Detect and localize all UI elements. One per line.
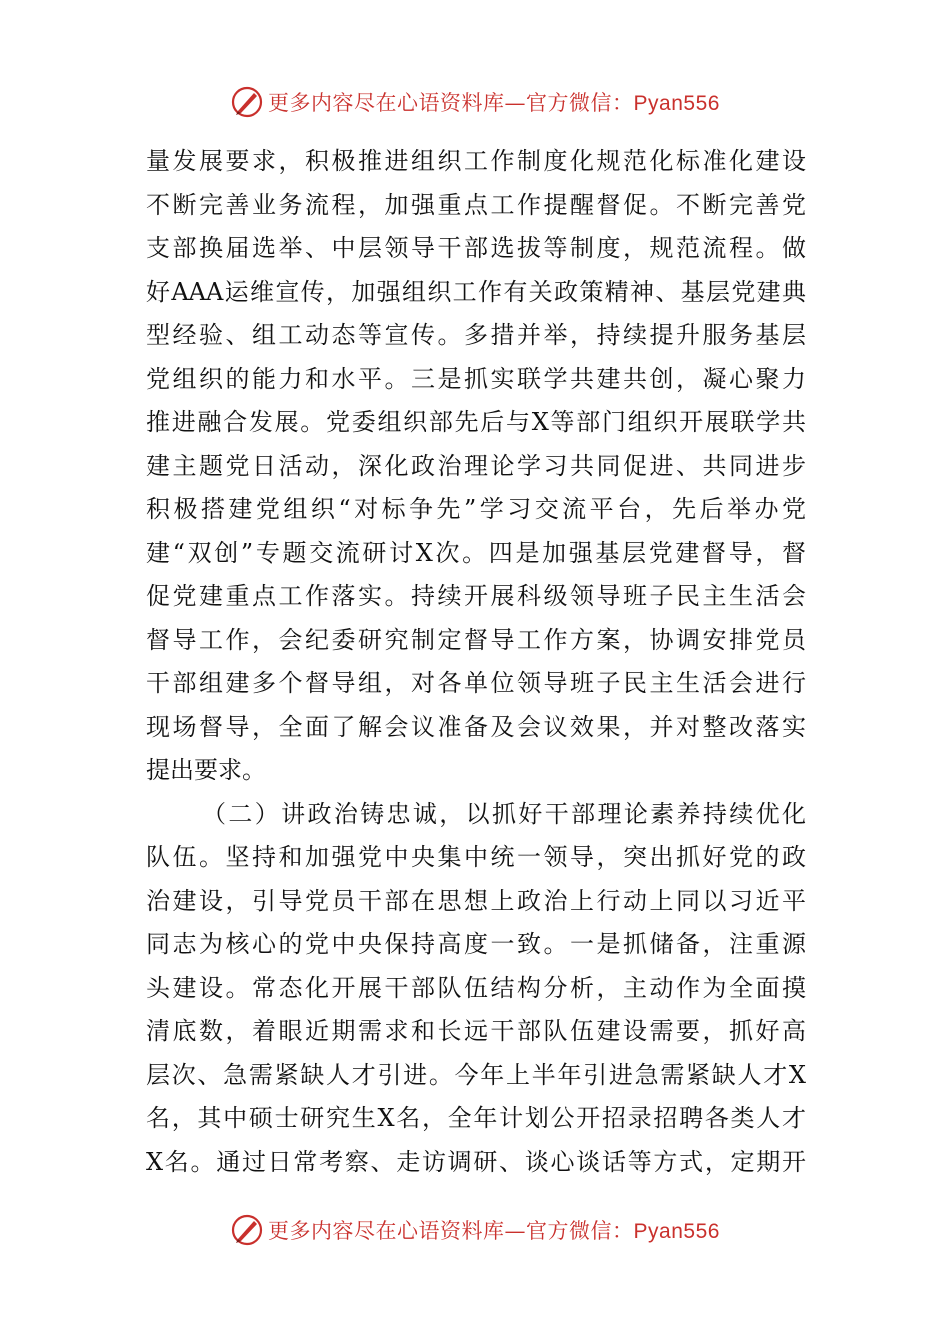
text-line: 好AAA运维宣传，加强组织工作有关政策精神、基层党建典 bbox=[146, 277, 806, 306]
header-banner bbox=[0, 82, 950, 122]
banner-text bbox=[268, 1215, 720, 1245]
banner-wechat-id: Pyan556 bbox=[633, 1220, 720, 1243]
banner-text bbox=[268, 87, 720, 117]
text-line: 提出要求。 bbox=[146, 756, 266, 784]
document-body bbox=[146, 140, 806, 1184]
banner-wechat-label: 官方微信： bbox=[526, 91, 634, 115]
text-line: 量发展要求，积极推进组织工作制度化规范化标准化建设 bbox=[146, 147, 806, 175]
text-line: 型经验、组工动态等宣传。多措并举，持续提升服务基层 bbox=[146, 321, 806, 349]
text-line: 干部组建多个督导组，对各单位领导班子民主生活会进行 bbox=[146, 669, 806, 697]
text-line: 积极搭建党组织“对标争先”学习交流平台，先后举办党 bbox=[146, 495, 806, 523]
text-line: 不断完善业务流程，加强重点工作提醒督促。不断完善党 bbox=[146, 190, 806, 219]
pen-logo-icon bbox=[230, 1213, 264, 1247]
banner-wechat-id: Pyan556 bbox=[633, 92, 720, 115]
footer-banner bbox=[0, 1210, 950, 1250]
text-line: 建“双创”专题交流研讨X次。四是加强基层党建督导，督 bbox=[146, 538, 806, 567]
banner-wechat-label: 官方微信： bbox=[526, 1219, 634, 1243]
banner-dash: — bbox=[504, 91, 527, 115]
text-line: 清底数，着眼近期需求和长远干部队伍建设需要，抓好高 bbox=[146, 1017, 806, 1045]
banner-site-text: 更多内容尽在心语资料库 bbox=[268, 91, 505, 115]
text-line: X名。通过日常考察、走访调研、谈心谈话等方式，定期开 bbox=[146, 1147, 806, 1176]
text-line: 治建设，引导党员干部在思想上政治上行动上同以习近平 bbox=[146, 886, 806, 915]
banner-dash: — bbox=[504, 1219, 527, 1243]
text-line: 现场督导，全面了解会议准备及会议效果，并对整改落实 bbox=[146, 712, 806, 741]
section-heading-line: （二）讲政治铸忠诚，以抓好干部理论素养持续优化 bbox=[202, 799, 806, 828]
text-line: 建主题党日活动，深化政治理论学习共同促进、共同进步 bbox=[146, 451, 806, 480]
text-line: 同志为核心的党中央保持高度一致。一是抓储备，注重源 bbox=[146, 930, 806, 958]
text-line: 名，其中硕士研究生X名，全年计划公开招录招聘各类人才 bbox=[146, 1104, 806, 1132]
text-line: 队伍。坚持和加强党中央集中统一领导，突出抓好党的政 bbox=[146, 843, 806, 871]
banner-site-text: 更多内容尽在心语资料库 bbox=[268, 1219, 505, 1243]
text-line: 层次、急需紧缺人才引进。今年上半年引进急需紧缺人才X bbox=[146, 1060, 806, 1089]
text-line: 督导工作，会纪委研究制定督导工作方案，协调安排党员 bbox=[146, 625, 806, 654]
text-line: 头建设。常态化开展干部队伍结构分析，主动作为全面摸 bbox=[146, 973, 806, 1002]
text-line: 党组织的能力和水平。三是抓实联学共建共创，凝心聚力 bbox=[146, 364, 806, 393]
pen-logo-icon bbox=[230, 85, 264, 119]
text-line: 促党建重点工作落实。持续开展科级领导班子民主生活会 bbox=[146, 582, 806, 610]
text-line: 推进融合发展。党委组织部先后与X等部门组织开展联学共 bbox=[146, 408, 806, 436]
text-line: 支部换届选举、中层领导干部选拔等制度，规范流程。做 bbox=[146, 234, 806, 262]
